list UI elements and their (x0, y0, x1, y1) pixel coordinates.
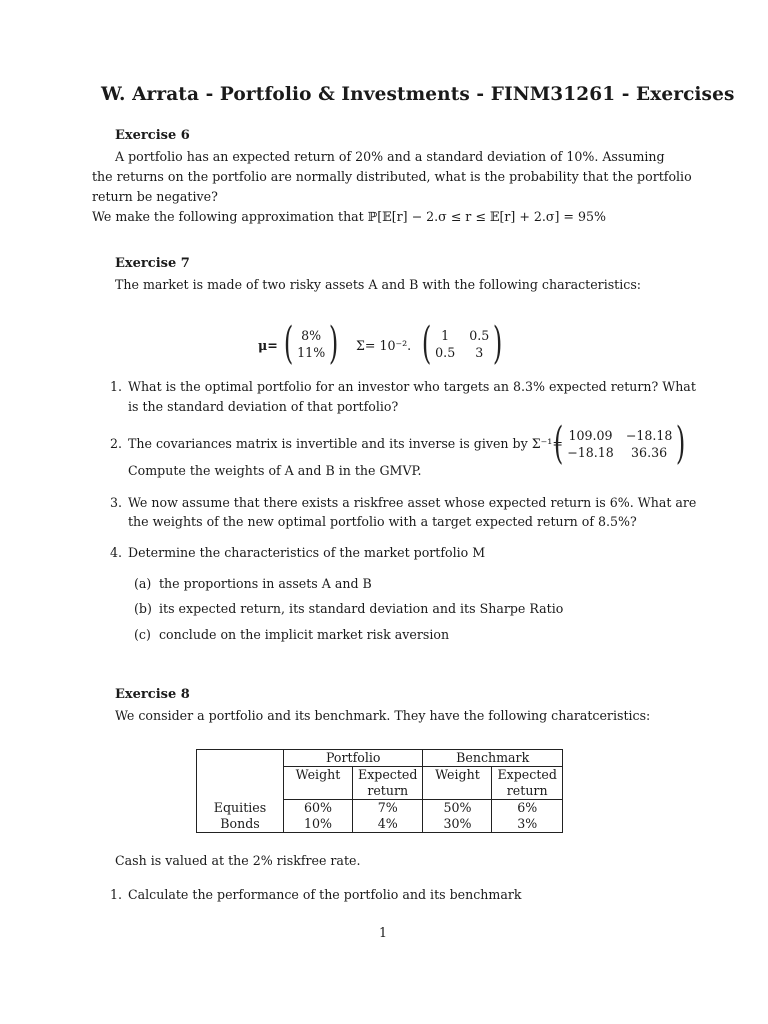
table-corner (197, 750, 284, 767)
row-label: Bonds (197, 816, 284, 833)
q3-line-1: We now assume that there exists a riskfree asset whose expected return is 6%. What are (128, 495, 697, 510)
exercise-8-heading: Exercise 8 (115, 687, 190, 702)
ex8-q1-text: Calculate the performance of the portfolio and its benchmark (128, 887, 522, 902)
q3-number: 3. (110, 495, 123, 510)
sigma-label: Σ= 10⁻². (356, 338, 412, 353)
q4b-text: its expected return, its standard deviation and its Sharpe Ratio (159, 601, 564, 616)
benchmark-return: 6% (492, 800, 562, 817)
exercise-7-intro: The market is made of two risky assets A and B with the following characteristics: (115, 277, 642, 292)
q4c-number: (c) (134, 627, 151, 642)
q4-number: 4. (110, 545, 123, 560)
benchmark-weight: 30% (423, 816, 492, 833)
q1-number: 1. (110, 379, 123, 394)
expected-label: Expected (358, 767, 418, 782)
expected-label: Expected (497, 767, 557, 782)
sigma-11: 1 (441, 328, 450, 343)
portfolio-group-header: Portfolio (284, 750, 423, 767)
exercise-6-line-2: the returns on the portfolio are normally distributed, what is the probability that the portfolio (92, 169, 692, 184)
return-label: return (506, 783, 548, 798)
mu-vector: ( 8% 11% ) (283, 318, 339, 369)
inv-11: 109.09 (568, 428, 613, 443)
q4b-number: (b) (134, 601, 152, 616)
q2-line-2: Compute the weights of A and B in the GMVP. (128, 463, 422, 478)
inv-21: −18.18 (567, 445, 614, 460)
benchmark-group-header: Benchmark (423, 750, 562, 767)
q4-text: Determine the characteristics of the market portfolio M (128, 545, 486, 560)
exercise-8-intro: We consider a portfolio and its benchmark. They have the following charatceristics: (115, 708, 651, 723)
benchmark-return-header (492, 767, 562, 800)
portfolio-return: 7% (353, 800, 423, 817)
sigma-inverse-matrix: ( 109.09 −18.18 −18.18 36.36 ) (553, 418, 686, 469)
portfolio-return: 4% (353, 816, 423, 833)
exercise-6-line-3: return be negative? (92, 189, 218, 204)
table-row (197, 816, 563, 833)
q1-line-2: is the standard deviation of that portfolio? (128, 399, 399, 414)
cash-note: Cash is valued at the 2% riskfree rate. (115, 853, 361, 868)
exercise-6-heading: Exercise 6 (115, 128, 190, 143)
benchmark-return: 3% (492, 816, 562, 833)
mu-b: 11% (297, 345, 326, 360)
portfolio-return-header (353, 767, 423, 800)
q3-line-2: the weights of the new optimal portfolio with a target expected return of 8.5%? (128, 514, 637, 529)
table-row (197, 800, 563, 817)
portfolio-weight: 60% (284, 800, 353, 817)
sigma-matrix: ( 1 0.5 0.5 3 ) (421, 318, 503, 369)
exercise-6-approximation: We make the following approximation that ℙ[𝔼[r] − 2.σ ≤ r ≤ 𝔼[r] + 2.σ] = 95% (92, 209, 606, 224)
q2-number: 2. (110, 436, 123, 451)
q4a-number: (a) (134, 576, 152, 591)
benchmark-weight: 50% (423, 800, 492, 817)
sigma-12: 0.5 (469, 328, 490, 343)
q1-line-1: What is the optimal portfolio for an investor who targets an 8.3% expected return? What (128, 379, 696, 394)
return-label: return (367, 783, 409, 798)
mu-label: μ= (258, 338, 278, 353)
row-label: Equities (197, 800, 284, 817)
table-corner-2 (197, 767, 284, 800)
exercise-6-line-1: A portfolio has an expected return of 20% and a standard deviation of 10%. Assuming (115, 149, 665, 164)
q4a-text: the proportions in assets A and B (159, 576, 372, 591)
inv-22: 36.36 (631, 445, 668, 460)
mu-a: 8% (301, 328, 322, 343)
exercise-7-heading: Exercise 7 (115, 256, 190, 271)
sigma-22: 3 (475, 345, 484, 360)
q2-line-1: The covariances matrix is invertible and its inverse is given by Σ⁻¹= (128, 436, 563, 451)
sigma-21: 0.5 (435, 345, 456, 360)
q4c-text: conclude on the implicit market risk aversion (159, 627, 450, 642)
ex8-q1-number: 1. (110, 887, 123, 902)
inv-12: −18.18 (625, 428, 673, 443)
page-title: W. Arrata - Portfolio & Investments - FINM31261 - Exercises (101, 84, 735, 105)
portfolio-weight-header: Weight (284, 767, 353, 800)
portfolio-weight: 10% (284, 816, 353, 833)
page-number: 1 (379, 925, 388, 940)
characteristics-table (196, 749, 563, 833)
benchmark-weight-header: Weight (423, 767, 492, 800)
